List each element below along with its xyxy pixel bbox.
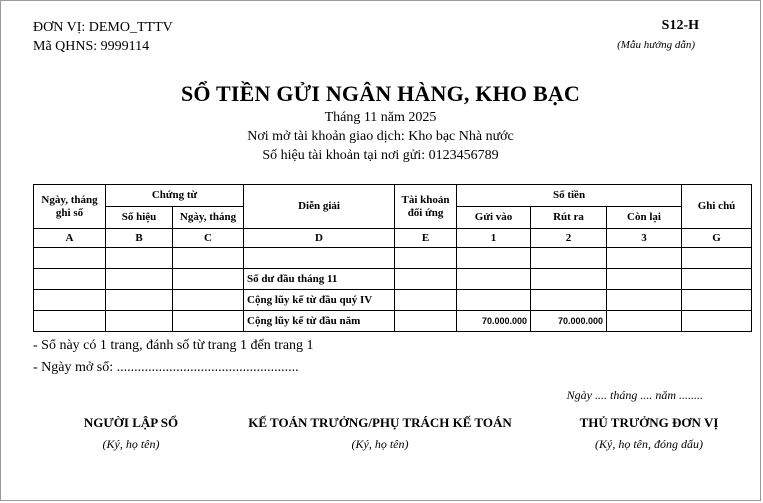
- cell-record-date: [34, 248, 106, 269]
- unit-name: ĐƠN VỊ: DEMO_TTTV: [33, 20, 173, 35]
- cell-deposit: [457, 290, 531, 311]
- cell-contra-account: [395, 248, 457, 269]
- cell-deposit: [457, 248, 531, 269]
- cell-balance: [607, 248, 682, 269]
- page-count-note: - Sổ này có 1 trang, đánh số từ trang 1 đến trang 1: [33, 338, 314, 353]
- header-voucher-date: Ngày, tháng: [173, 207, 244, 229]
- cell-description: Số dư đầu tháng 11: [244, 269, 395, 290]
- table-row: [34, 290, 752, 311]
- cell-record-date: [34, 269, 106, 290]
- column-letter: 1: [457, 229, 531, 248]
- open-place-line: Nơi mở tài khoản giao dịch: Kho bạc Nhà nước: [247, 129, 514, 144]
- header-amount: Số tiền: [457, 185, 682, 207]
- cell-voucher-no: [106, 311, 173, 332]
- table-row: [34, 248, 752, 269]
- header-contra-account: Tài khoản đối ứng: [395, 185, 457, 229]
- form-note: (Mẫu hướng dẫn): [617, 39, 695, 51]
- cell-voucher-date: [173, 311, 244, 332]
- cell-voucher-no: [106, 248, 173, 269]
- signature-role: NGƯỜI LẬP SỔ: [83, 415, 179, 430]
- column-letter: D: [244, 229, 395, 248]
- cell-description: [244, 248, 395, 269]
- header-note: Ghi chú: [682, 185, 752, 229]
- cell-withdraw: 70.000.000: [531, 311, 607, 332]
- cell-contra-account: [395, 311, 457, 332]
- table-row: [34, 311, 752, 332]
- cell-note: [682, 311, 752, 332]
- ledger-table: [33, 184, 752, 332]
- cell-withdraw: [531, 290, 607, 311]
- cell-withdraw: [531, 269, 607, 290]
- cell-voucher-date: [173, 269, 244, 290]
- cell-balance: [607, 311, 682, 332]
- account-number-line: Số hiệu tài khoản tại nơi gửi: 0123456789: [262, 148, 499, 163]
- cell-balance: [607, 290, 682, 311]
- header-deposit: Gửi vào: [457, 207, 531, 229]
- signature-chief-accountant: [225, 415, 535, 452]
- header-voucher: Chứng từ: [106, 185, 244, 207]
- column-letter: C: [173, 229, 244, 248]
- cell-description: Cộng lũy kế từ đầu năm: [244, 311, 395, 332]
- header-voucher-no: Số hiệu: [106, 207, 173, 229]
- signing-date-line: Ngày .... tháng .... năm ........: [566, 388, 703, 402]
- cell-note: [682, 248, 752, 269]
- header-row-1: [34, 185, 752, 207]
- signature-role: THỦ TRƯỞNG ĐƠN VỊ: [579, 415, 719, 430]
- signature-hint: (Ký, họ tên): [351, 437, 409, 451]
- cell-record-date: [34, 311, 106, 332]
- column-letter: A: [34, 229, 106, 248]
- column-letter: B: [106, 229, 173, 248]
- cell-voucher-no: [106, 290, 173, 311]
- cell-voucher-no: [106, 269, 173, 290]
- cell-contra-account: [395, 269, 457, 290]
- cell-note: [682, 269, 752, 290]
- column-letter-row: [34, 229, 752, 248]
- signature-head-of-unit: [557, 415, 741, 452]
- cell-withdraw: [531, 248, 607, 269]
- signature-preparer: [61, 415, 201, 452]
- cell-deposit: [457, 269, 531, 290]
- cell-record-date: [34, 290, 106, 311]
- signature-role: KẾ TOÁN TRƯỞNG/PHỤ TRÁCH KẾ TOÁN: [248, 415, 512, 430]
- cell-balance: [607, 269, 682, 290]
- column-letter: G: [682, 229, 752, 248]
- cell-voucher-date: [173, 248, 244, 269]
- header-record-date: Ngày, tháng ghi sổ: [34, 185, 106, 229]
- column-letter: 3: [607, 229, 682, 248]
- header-withdraw: Rút ra: [531, 207, 607, 229]
- qhns-code: Mã QHNS: 9999114: [33, 39, 150, 54]
- cell-note: [682, 290, 752, 311]
- cell-deposit: 70.000.000: [457, 311, 531, 332]
- period-line: Tháng 11 năm 2025: [324, 110, 437, 125]
- page-title: SỔ TIỀN GỬI NGÂN HÀNG, KHO BẠC: [181, 81, 580, 106]
- column-letter: E: [395, 229, 457, 248]
- header-description: Diễn giải: [244, 185, 395, 229]
- cell-voucher-date: [173, 290, 244, 311]
- signature-hint: (Ký, họ tên): [102, 437, 160, 451]
- signature-hint: (Ký, họ tên, đóng dấu): [595, 437, 703, 451]
- table-row: [34, 269, 752, 290]
- unit-block: [33, 18, 173, 56]
- column-letter: 2: [531, 229, 607, 248]
- form-code: S12-H: [661, 18, 699, 33]
- cell-contra-account: [395, 290, 457, 311]
- cell-description: Cộng lũy kế từ đầu quý IV: [244, 290, 395, 311]
- header-balance: Còn lại: [607, 207, 682, 229]
- open-date-note: - Ngày mở sổ: ....................................................: [33, 360, 299, 375]
